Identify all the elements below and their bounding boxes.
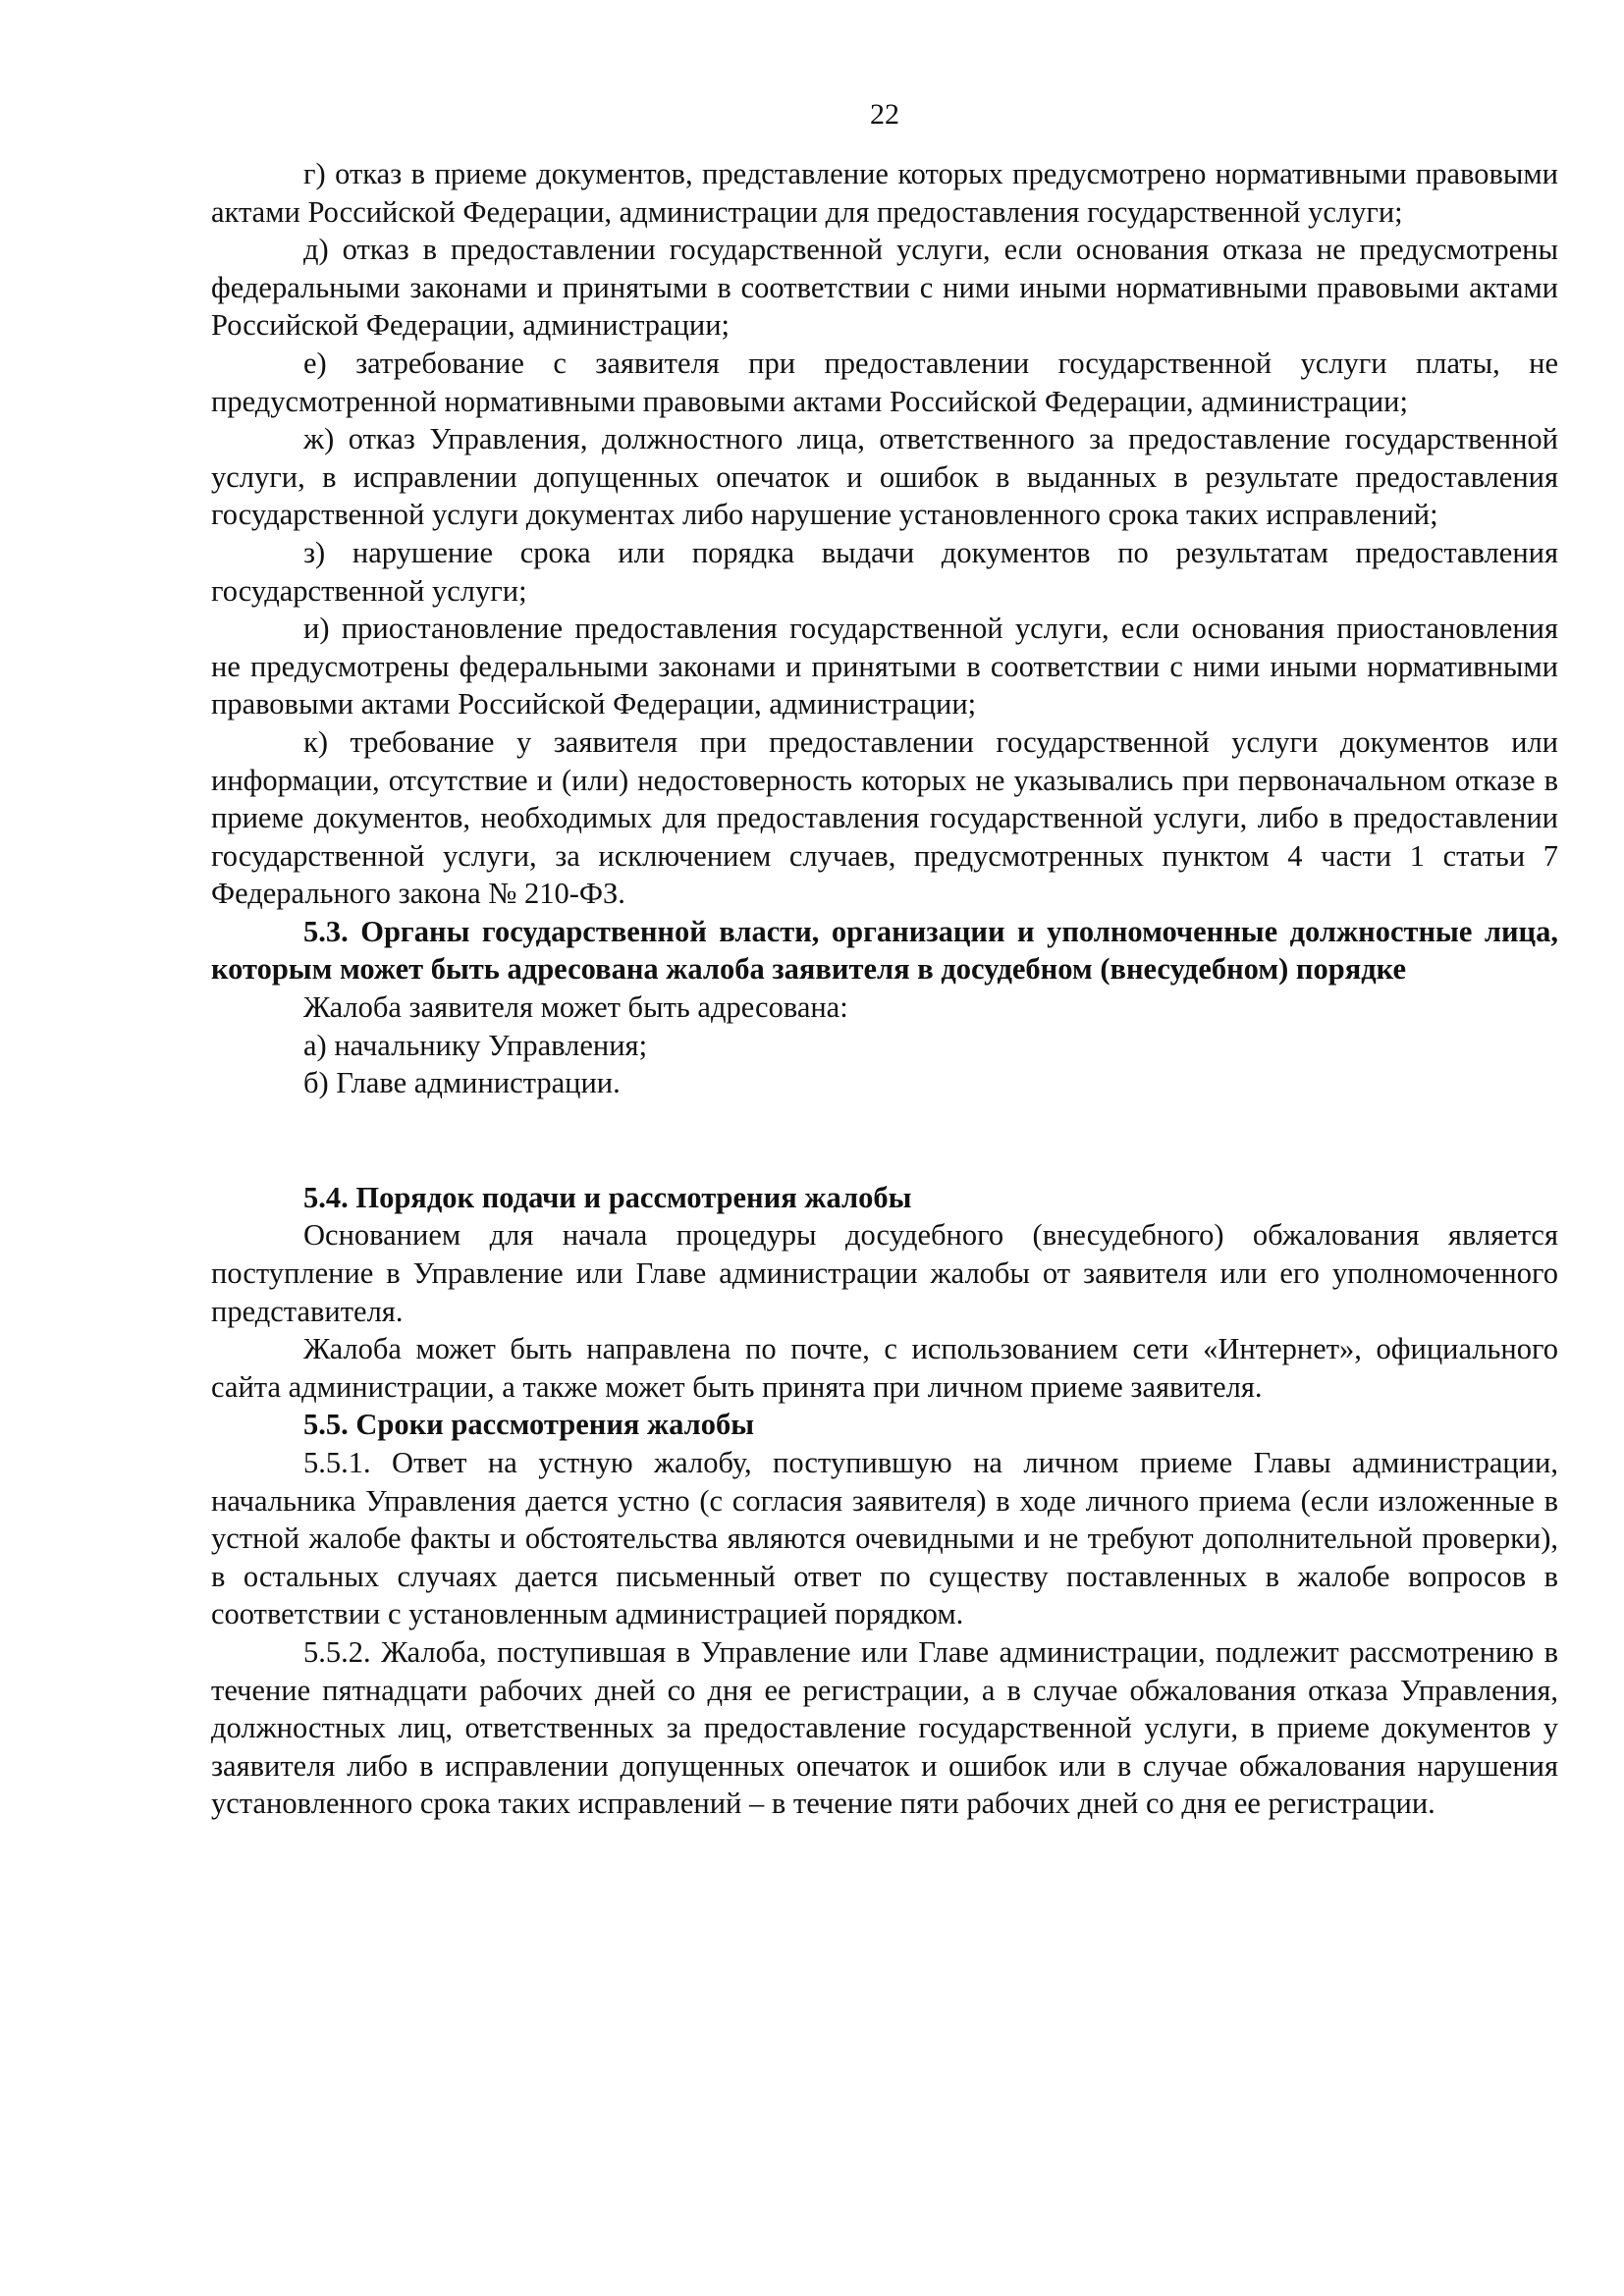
paragraph-5-4-2: Жалоба может быть направлена по почте, с использованием сети «Интернет», официального сайта администрации, а также может быть принята при личном приеме заявителя. bbox=[211, 1332, 1558, 1404]
page-number: 22 bbox=[870, 98, 899, 131]
paragraph-item-d: д) отказ в предоставлении государственной услуги, если основания отказа не предусмотрены федеральными законами и принятыми в соответствии с ними иными нормативными правовыми актами Российской Федерации, администрации; bbox=[211, 233, 1558, 343]
section-heading-5-4: 5.4. Порядок подачи и рассмотрения жалобы bbox=[303, 1180, 912, 1214]
paragraph-5-5-2: 5.5.2. Жалоба, поступившая в Управление или Главе администрации, подлежит рассмотрению в течение пятнадцати рабочих дней со дня ее регистрации, а в случае обжалования отказа Управления, должностных лиц, ответственных за предоставление государственной услуги, в приеме документов у заявителя либо в исправлении допущенных опечаток и ошибок или в случае обжалования нарушения установленного срока таких исправлений – в течение пяти рабочих дней со дня ее регистрации. bbox=[211, 1634, 1558, 1821]
paragraph-item-i: и) приостановление предоставления государственной услуги, если основания приостановления не предусмотрены федеральными законами и принятыми в соответствии с ними иными нормативными правовыми актами Российской Федерации, администрации; bbox=[211, 612, 1558, 721]
paragraph-5-4-1: Основанием для начала процедуры досудебного (внесудебного) обжалования является поступление в Управление или Главе администрации жалобы от заявителя или его уполномоченного представителя. bbox=[211, 1218, 1558, 1328]
paragraph-item-z: з) нарушение срока или порядка выдачи документов по результатам предоставления государственной услуги; bbox=[211, 535, 1558, 608]
document-body bbox=[211, 155, 1558, 1823]
paragraph-item-e: е) затребование с заявителя при предоставлении государственной услуги платы, не предусмотренной нормативными правовыми актами Российской Федерации, администрации; bbox=[211, 346, 1558, 418]
section-spacer bbox=[211, 1102, 1558, 1179]
paragraph-item-k: к) требование у заявителя при предоставлении государственной услуги документов или информации, отсутствие и (или) недостоверность которых не указывались при первоначальном отказе в приеме документов, необходимых для предоставления государственной услуги, либо в предоставлении государственной услуги, за исключением случаев, предусмотренных пунктом 4 части 1 статьи 7 Федерального закона № 210-ФЗ. bbox=[211, 724, 1558, 911]
paragraph-5-3-intro: Жалоба заявителя может быть адресована: bbox=[303, 990, 848, 1025]
paragraph-item-zh: ж) отказ Управления, должностного лица, ответственного за предоставление государственной услуги, в исправлении допущенных опечаток и ошибок в выданных в результате предоставления государственной услуги документах либо нарушение установленного срока таких исправлений; bbox=[211, 422, 1558, 532]
paragraph-5-3-a: а) начальнику Управления; bbox=[303, 1028, 648, 1062]
section-heading-5-5: 5.5. Сроки рассмотрения жалобы bbox=[303, 1408, 755, 1442]
paragraph-5-3-b: б) Главе администрации. bbox=[303, 1066, 621, 1100]
section-heading-5-3: 5.3. Органы государственной власти, организации и уполномоченные должностные лица, которым может быть адресована жалоба заявителя в досудебном (внесудебном) порядке bbox=[211, 914, 1558, 987]
paragraph-item-g: г) отказ в приеме документов, представление которых предусмотрено нормативными правовыми актами Российской Федерации, администрации для предоставления государственной услуги; bbox=[211, 157, 1558, 229]
paragraph-5-5-1: 5.5.1. Ответ на устную жалобу, поступившую на личном приеме Главы администрации, начальника Управления дается устно (с согласия заявителя) в ходе личного приема (если изложенные в устной жалобе факты и обстоятельства являются очевидными и не требуют дополнительной проверки), в остальных случаях дается письменный ответ по существу поставленных в жалобе вопросов в соответствии с установленным администрацией порядком. bbox=[211, 1446, 1558, 1631]
